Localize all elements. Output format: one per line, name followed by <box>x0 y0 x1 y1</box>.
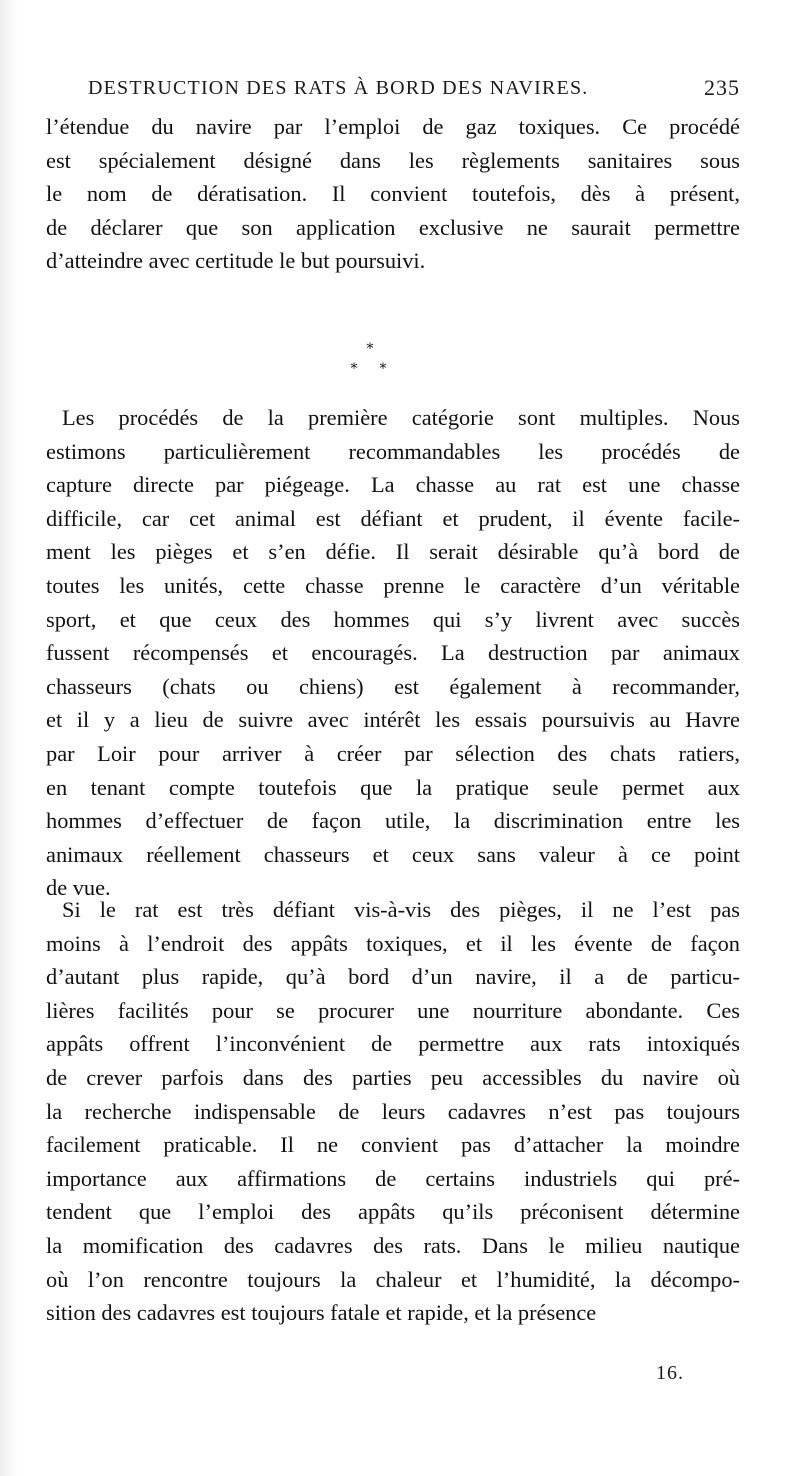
text-line: ment les pièges et s’en défie. Il serait désirable qu’à bord de <box>46 539 740 565</box>
text-line: fussent récompensés et encouragés. La destruction par animaux <box>46 640 740 666</box>
text-line: importance aux affirmations de certains industriels qui pré- <box>46 1165 740 1191</box>
text-line: lières facilités pour se procurer une nourriture abondante. Ces <box>46 997 740 1023</box>
text-line: est spécialement désigné dans les règlements sanitaires sous <box>46 147 740 173</box>
signature-mark: 16. <box>656 1362 684 1384</box>
paragraph-continuation <box>46 110 740 278</box>
text-line: sport, et que ceux des hommes qui s’y livrent avec succès <box>46 606 740 632</box>
text-line: moins à l’endroit des appâts toxiques, et il les évente de façon <box>46 930 740 956</box>
text-line: en tenant compte toutefois que la pratique seule permet aux <box>46 774 740 800</box>
text-line: Si le rat est très défiant vis-à-vis des pièges, il ne l’est pas <box>62 897 740 922</box>
running-title: DESTRUCTION DES RATS À BORD DES NAVIRES. <box>88 76 589 99</box>
text-line: capture directe par piégeage. La chasse au rat est une chasse <box>46 472 740 498</box>
text-line: appâts offrent l’inconvénient de permettre aux rats intoxiqués <box>46 1031 740 1057</box>
text-line: la momification des cadavres des rats. Dans le milieu nautique <box>46 1232 740 1258</box>
text-line: estimons particulièrement recommandables les procédés de <box>46 438 740 464</box>
text-line: l’étendue du navire par l’emploi de gaz toxiques. Ce procédé <box>46 114 740 139</box>
text-line: le nom de dératisation. Il convient toutefois, dès à présent, <box>46 181 740 207</box>
text-line: où l’on rencontre toujours la chaleur et l’humidité, la décompo- <box>46 1266 740 1292</box>
text-line: de déclarer que son application exclusive ne saurait permettre <box>46 214 740 240</box>
running-header <box>88 70 740 106</box>
text-line: de crever parfois dans des parties peu accessibles du navire où <box>46 1064 740 1090</box>
text-line: Les procédés de la première catégorie sont multiples. Nous <box>62 405 740 430</box>
paragraph-capture-methods <box>46 401 740 905</box>
text-line: et il y a lieu de suivre avec intérêt les essais poursuivis au Havre <box>46 707 740 733</box>
text-line: animaux réellement chasseurs et ceux sans valeur à ce point <box>46 841 740 867</box>
text-line: d’atteindre avec certitude le but poursuivi. <box>46 248 426 274</box>
text-line: toutes les unités, cette chasse prenne le caractère d’un véritable <box>46 572 740 598</box>
section-asterism <box>320 340 420 390</box>
text-line: d’autant plus rapide, qu’à bord d’un navire, il a de particu- <box>46 964 740 990</box>
text-line: facilement praticable. Il ne convient pas d’attacher la moindre <box>46 1132 740 1158</box>
text-line: chasseurs (chats ou chiens) est également à recommander, <box>46 673 740 699</box>
text-line: par Loir pour arriver à créer par sélection des chats ratiers, <box>46 740 740 766</box>
page-number: 235 <box>704 75 740 100</box>
text-line: hommes d’effectuer de façon utile, la discrimination entre les <box>46 808 740 834</box>
asterism-star: * <box>366 341 374 357</box>
text-line: difficile, car cet animal est défiant et prudent, il évente facile- <box>46 505 740 531</box>
text-line: sition des cadavres est toujours fatale et rapide, et la présence <box>46 1300 597 1326</box>
asterism-star: * <box>379 361 387 377</box>
text-line: la recherche indispensable de leurs cadavres n’est pas toujours <box>46 1098 740 1124</box>
asterism-star: * <box>350 361 358 377</box>
text-line: de vue. <box>46 875 111 901</box>
text-line: tendent que l’emploi des appâts qu’ils préconisent détermine <box>46 1199 740 1225</box>
page-edge-shadow <box>0 0 18 1476</box>
paragraph-toxic-baits <box>46 893 740 1330</box>
